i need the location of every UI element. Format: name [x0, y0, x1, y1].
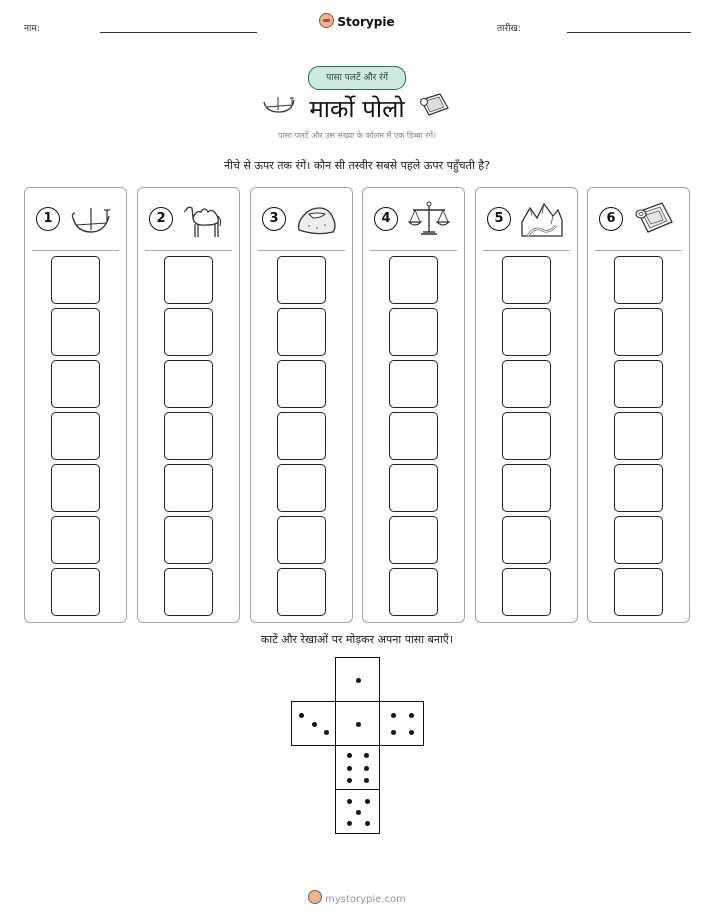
- color-box[interactable]: [164, 516, 213, 564]
- column-divider: [145, 250, 232, 251]
- color-box[interactable]: [51, 308, 100, 356]
- die-pip: [347, 766, 352, 771]
- color-box[interactable]: [502, 412, 551, 460]
- color-box[interactable]: [164, 308, 213, 356]
- die-pip: [356, 722, 361, 727]
- color-box[interactable]: [277, 464, 326, 512]
- column-number: 4: [374, 207, 398, 231]
- column-number: 1: [36, 207, 60, 231]
- color-box[interactable]: [502, 516, 551, 564]
- die-pip: [299, 713, 304, 718]
- column-number: 3: [262, 207, 286, 231]
- color-box[interactable]: [389, 464, 438, 512]
- color-box[interactable]: [614, 464, 663, 512]
- storypie-logo-icon: [319, 13, 334, 28]
- column-number: 6: [599, 207, 623, 231]
- brand-name: Storypie: [337, 15, 395, 29]
- die-face: [335, 789, 380, 834]
- color-box[interactable]: [502, 464, 551, 512]
- column-5: [475, 187, 578, 623]
- die-pip: [356, 810, 361, 815]
- color-box[interactable]: [51, 360, 100, 408]
- die-pip: [324, 730, 329, 735]
- color-box[interactable]: [164, 256, 213, 304]
- die-pip: [347, 778, 352, 783]
- die-pip: [365, 799, 370, 804]
- cut-instruction: काटें और रेखाओं पर मोड़कर अपना पासा बनाएँ।: [260, 633, 454, 646]
- die-pip: [312, 722, 317, 727]
- die-pip: [356, 678, 361, 683]
- color-box[interactable]: [164, 412, 213, 460]
- color-box[interactable]: [389, 308, 438, 356]
- color-box[interactable]: [51, 516, 100, 564]
- color-box[interactable]: [614, 516, 663, 564]
- color-box[interactable]: [164, 568, 213, 616]
- color-box[interactable]: [51, 256, 100, 304]
- color-box[interactable]: [277, 412, 326, 460]
- die-pip: [409, 713, 414, 718]
- die-face: [335, 745, 380, 790]
- color-box[interactable]: [389, 256, 438, 304]
- column-divider: [483, 250, 570, 251]
- storypie-footer-logo-icon: [308, 890, 322, 904]
- column-divider: [595, 250, 682, 251]
- color-box[interactable]: [277, 568, 326, 616]
- die-pip: [347, 821, 352, 826]
- instruction: नीचे से ऊपर तक रंगें। कौन सी तस्वीर सबसे पहले ऊपर पहुँचती है?: [224, 159, 490, 172]
- color-box[interactable]: [614, 412, 663, 460]
- color-box[interactable]: [614, 360, 663, 408]
- color-box[interactable]: [614, 568, 663, 616]
- die-face: [335, 657, 380, 702]
- die-pip: [391, 730, 396, 735]
- carpet-icon: [632, 200, 676, 240]
- color-box[interactable]: [614, 308, 663, 356]
- column-1: [24, 187, 127, 623]
- die-pip: [409, 730, 414, 735]
- color-box[interactable]: [502, 568, 551, 616]
- die-pip: [391, 713, 396, 718]
- color-box[interactable]: [389, 568, 438, 616]
- die-face: [291, 701, 336, 746]
- activity-badge: पासा पलटें और रंगें: [308, 66, 406, 90]
- color-box[interactable]: [277, 308, 326, 356]
- color-box[interactable]: [502, 256, 551, 304]
- carpet-title-icon: [418, 92, 450, 118]
- color-box[interactable]: [502, 308, 551, 356]
- die-face: [379, 701, 424, 746]
- footer-url: mystorypie.com: [325, 894, 406, 905]
- die-pip: [347, 799, 352, 804]
- column-2: [137, 187, 240, 623]
- die-pip: [364, 766, 369, 771]
- gondola-icon: [69, 200, 113, 240]
- color-box[interactable]: [389, 360, 438, 408]
- subtitle: पासा पलटें और उस संख्या के कॉलम में एक डिब्बा रंगें।: [277, 131, 437, 140]
- color-box[interactable]: [277, 360, 326, 408]
- color-box[interactable]: [51, 412, 100, 460]
- name-label: नाम:: [24, 24, 40, 34]
- column-3: [250, 187, 353, 623]
- column-divider: [258, 250, 345, 251]
- footer: [0, 890, 714, 905]
- die-face: [335, 701, 380, 746]
- color-box[interactable]: [277, 256, 326, 304]
- color-box[interactable]: [389, 516, 438, 564]
- page-title: मार्को पोलो: [309, 95, 405, 123]
- date-label: तारीख:: [497, 24, 521, 34]
- date-line: [567, 32, 691, 33]
- color-box[interactable]: [51, 464, 100, 512]
- column-6: [587, 187, 690, 623]
- die-pip: [364, 753, 369, 758]
- rock-icon: [295, 200, 339, 240]
- color-box[interactable]: [389, 412, 438, 460]
- die-pip: [365, 821, 370, 826]
- color-box[interactable]: [277, 516, 326, 564]
- mountains-icon: [520, 200, 564, 240]
- color-box[interactable]: [502, 360, 551, 408]
- column-number: 5: [487, 207, 511, 231]
- camel-icon: [182, 200, 226, 240]
- die-pip: [347, 753, 352, 758]
- column-divider: [370, 250, 457, 251]
- color-box[interactable]: [614, 256, 663, 304]
- column-4: [362, 187, 465, 623]
- color-box[interactable]: [51, 568, 100, 616]
- name-line: [100, 32, 257, 33]
- die-pip: [364, 778, 369, 783]
- brand-logo: [0, 13, 714, 29]
- column-number: 2: [149, 207, 173, 231]
- color-box[interactable]: [164, 464, 213, 512]
- color-box[interactable]: [164, 360, 213, 408]
- column-divider: [32, 250, 119, 251]
- scales-icon: [407, 200, 451, 240]
